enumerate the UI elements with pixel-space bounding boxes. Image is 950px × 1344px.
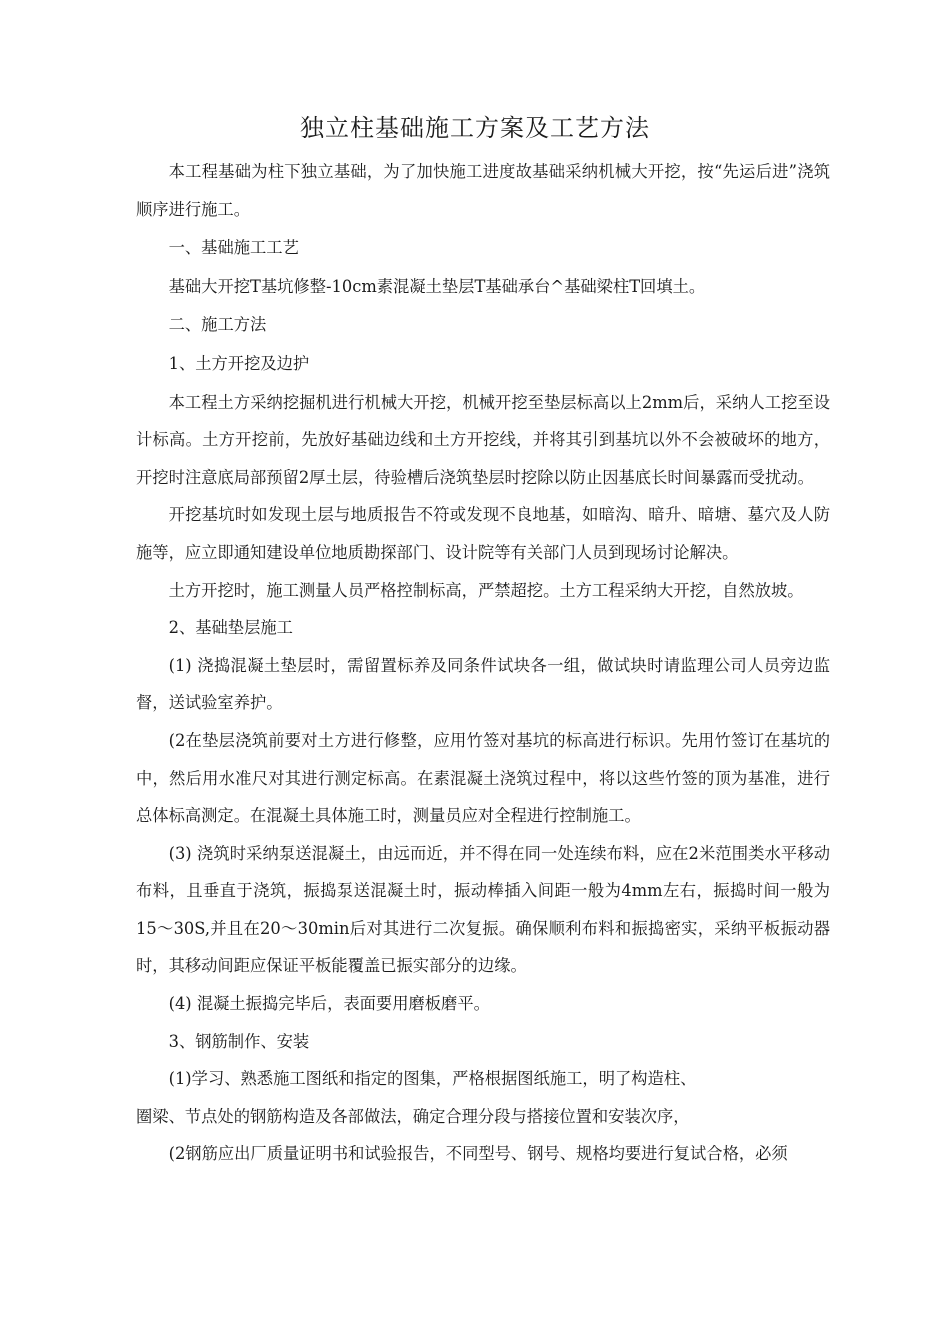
paragraph-excavation: 本工程土方采纳挖掘机进行机械大开挖，机械开挖至垫层标高以上2mm后，采纳人工挖至设计标高。土方开挖前，先放好基础边线和土方开挖线，并将其引到基坑以外不会被破坏的地方，开挖时注意底局部预留2厚土层，待验槽后浇筑垫层时挖除以防止因基底长时间暴露而受扰动。 <box>136 392 830 487</box>
document-body <box>136 153 830 1173</box>
paragraph-rebar-2: (2钢筋应出厂质量证明书和试验报告，不同型号、钢号、规格均要进行复试合格，必须 <box>168 1144 788 1164</box>
heading-subsection-2: 2、基础垫层施工 <box>168 618 293 638</box>
heading-subsection-3: 3、钢筋制作、安装 <box>168 1031 310 1051</box>
paragraph-survey-control: 土方开挖时，施工测量人员严格控制标高，严禁超挖。土方工程采纳大开挖，自然放坡。 <box>168 580 804 600</box>
paragraph-bad-foundation: 开挖基坑时如发现土层与地质报告不符或发现不良地基，如暗沟、暗升、暗塘、墓穴及人防施等，应立即通知建设单位地质勘探部门、设计院等有关部门人员到现场讨论解决。 <box>136 505 830 562</box>
heading-subsection-1: 1、土方开挖及边护 <box>168 353 310 373</box>
heading-section-1: 一、基础施工工艺 <box>168 238 299 258</box>
heading-section-2: 二、施工方法 <box>168 315 267 335</box>
document-title: 独立柱基础施工方案及工艺方法 <box>300 114 650 142</box>
paragraph-intro: 本工程基础为柱下独立基础，为了加快施工进度故基础采纳机械大开挖，按“先运后进”浇筑顺序进行施工。 <box>136 162 830 219</box>
paragraph-cushion-2: (2在垫层浇筑前要对土方进行修整，应用竹签对基坑的标高进行标识。先用竹签订在基坑的中，然后用水准尺对其进行测定标高。在素混凝土浇筑过程中，将以这些竹签的顶为基准，进行总体标高测定。在混凝土具体施工时，测量员应对全程进行控制施工。 <box>136 730 830 826</box>
paragraph-cushion-1: (1) 浇捣混凝土垫层时，需留置标养及同条件试块各一组，做试块时请监理公司人员旁边监督，送试验室养护。 <box>136 655 830 713</box>
paragraph-cushion-3: (3) 浇筑时采纳泵送混凝土，由远而近，并不得在同一处连续布料，应在2米范围类水平移动布料，且垂直于浇筑，振捣泵送混凝土时，振动棒插入间距一般为4mm左右，振捣时间一般为15〜30S,并且在20〜30min后对其进行二次复振。确保顺利布料和振捣密实，采纳平板振动器时，其移动间距应保证平板能覆盖已振实部分的边缘。 <box>136 843 830 976</box>
paragraph-rebar-1b: 圈梁、节点处的钢筋构造及各部做法，确定合理分段与搭接位置和安装次序， <box>136 1106 690 1126</box>
paragraph-cushion-4: (4) 混凝土振捣完毕后，表面要用磨板磨平。 <box>168 994 490 1014</box>
paragraph-rebar-1a: (1)学习、熟悉施工图纸和指定的图集，严格根据图纸施工，明了构造柱、 <box>168 1069 697 1089</box>
paragraph-process-flow: 基础大开挖T基坑修整-10cm素混凝土垫层T基础承台^基础梁柱T回填土。 <box>168 276 706 296</box>
